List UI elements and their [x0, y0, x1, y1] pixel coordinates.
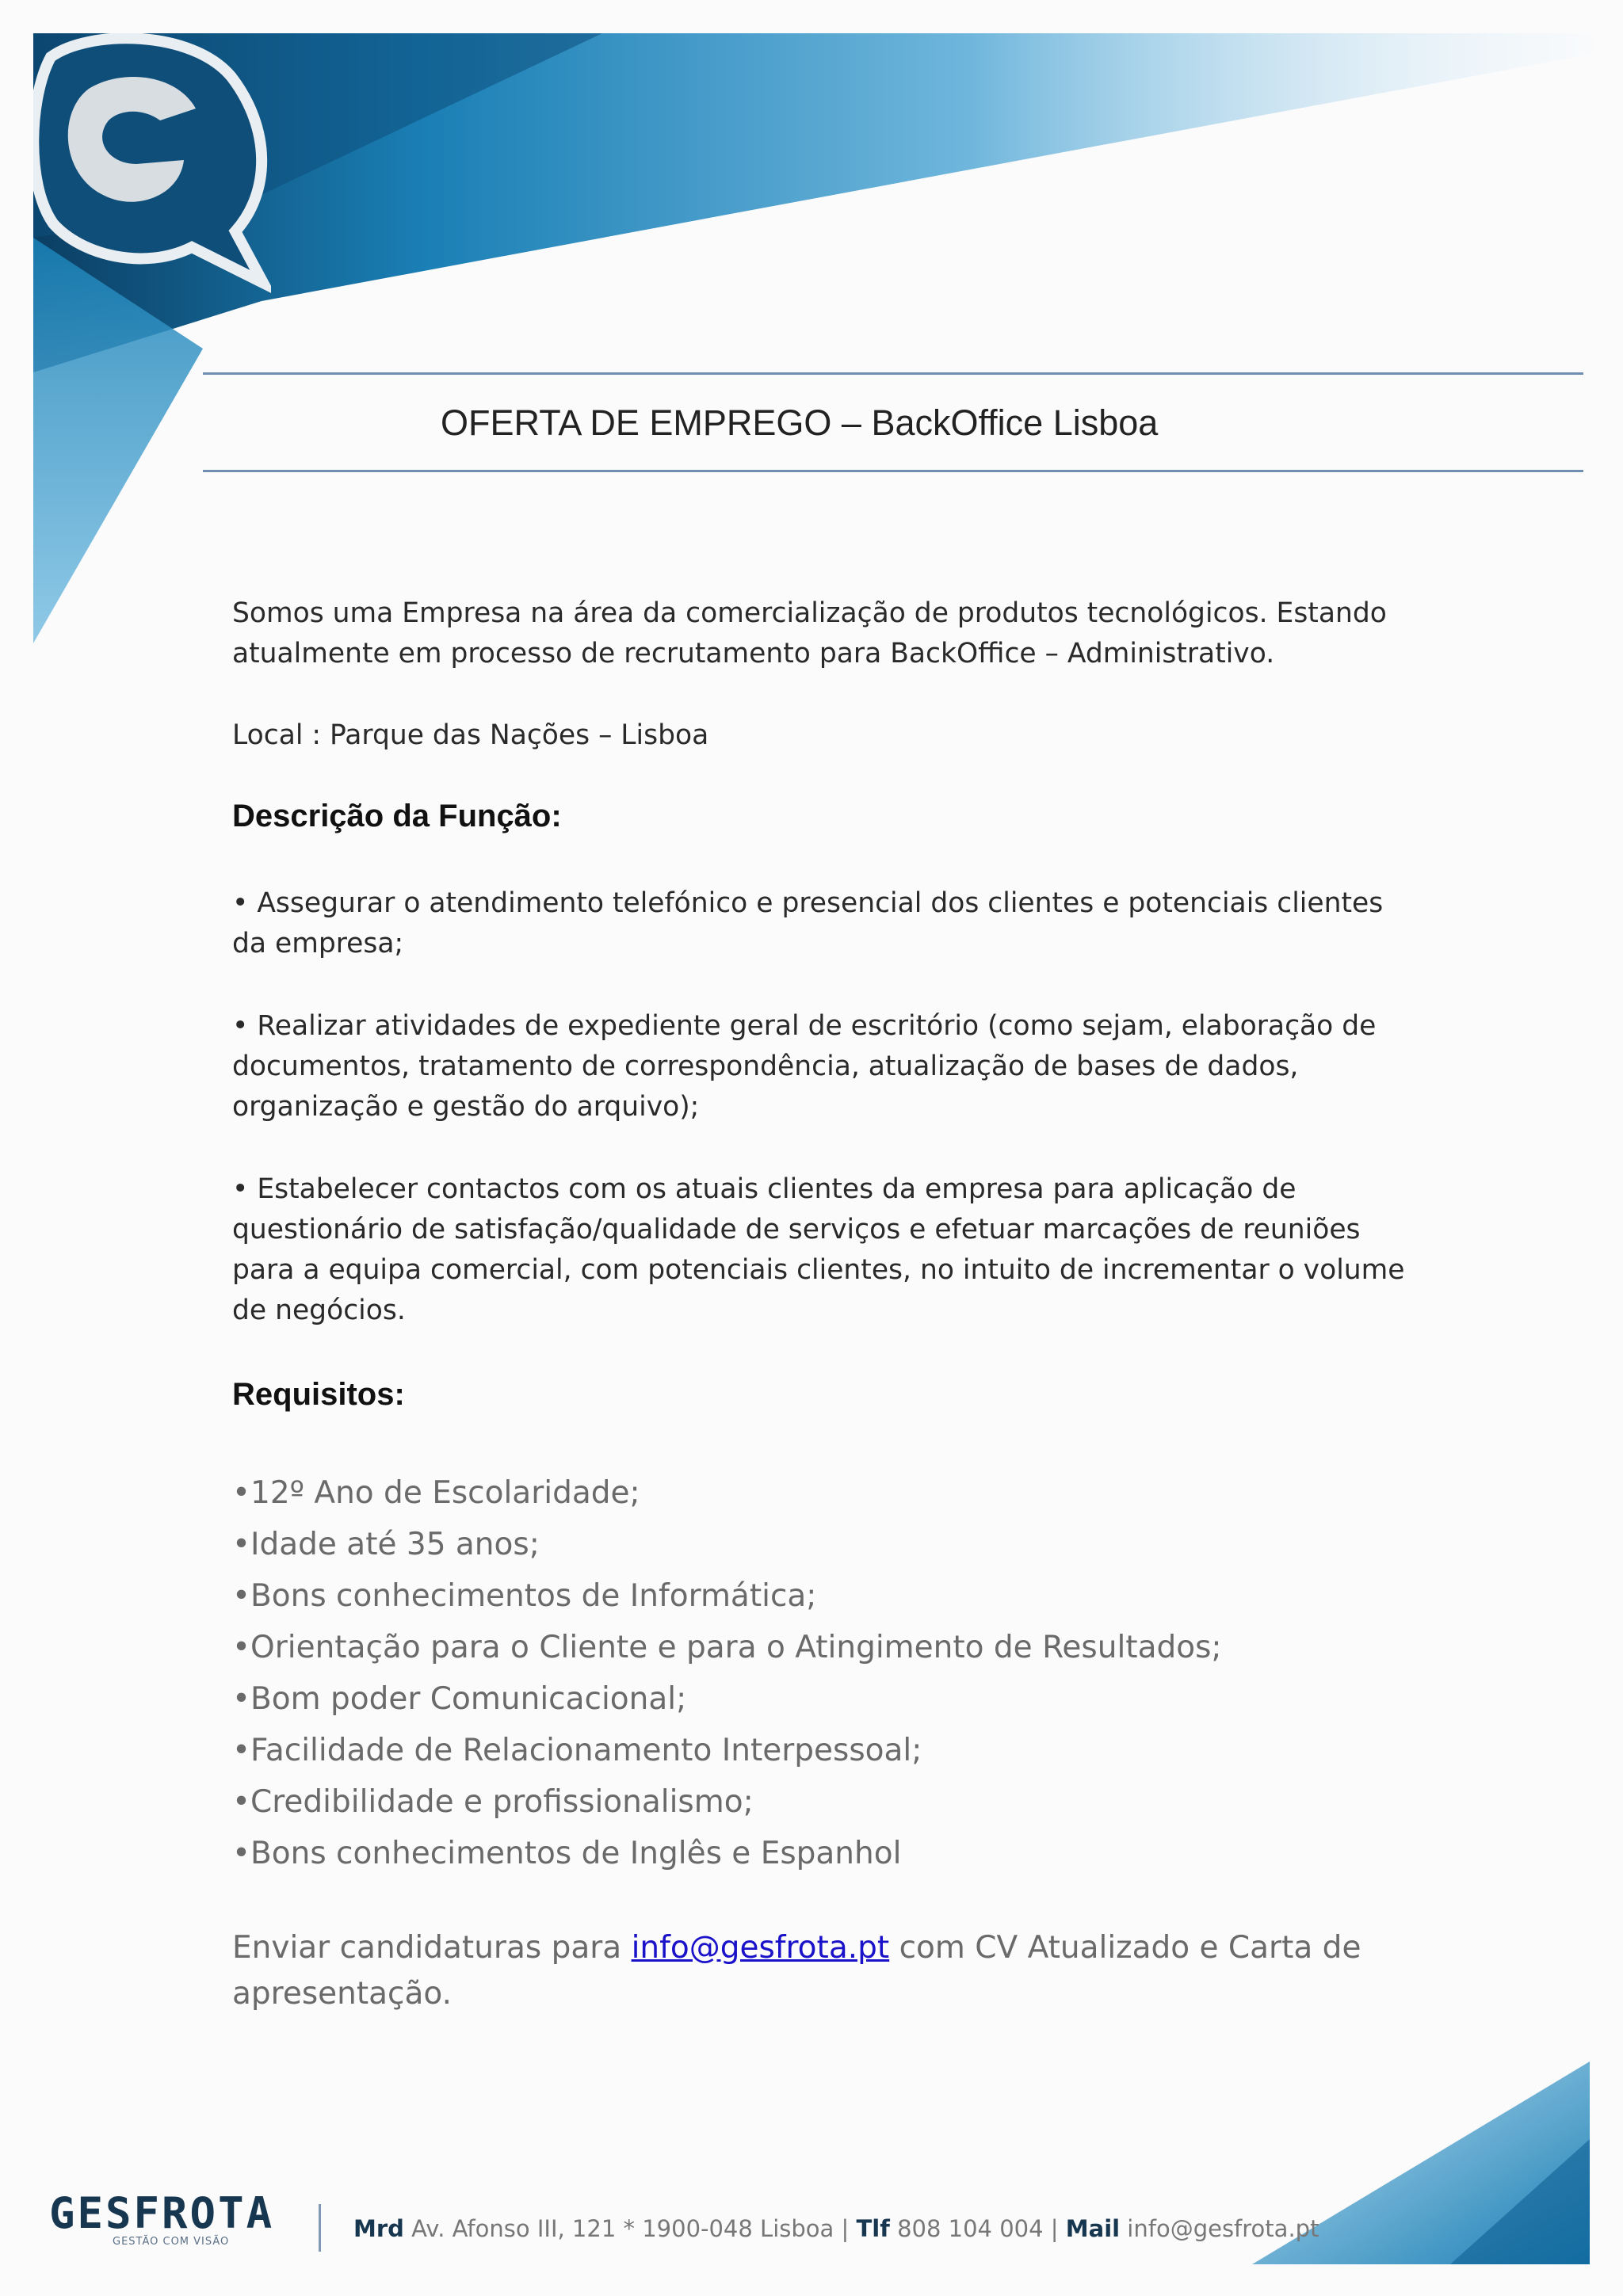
address-label: Mrd	[353, 2215, 404, 2242]
address-text: Av. Afonso III, 121 * 1900-048 Lisboa |	[403, 2215, 857, 2242]
title-rule-bottom	[203, 470, 1583, 472]
company-logo-icon	[33, 33, 271, 295]
intro-line-1: Somos uma Empresa na área da comercialização de produtos tecnológicos. Estando	[232, 597, 1387, 629]
footer-contact	[353, 2215, 1319, 2242]
requirement-item: •Idade até 35 anos;	[232, 1527, 540, 1562]
footer-logo-name: GESFROTA	[49, 2188, 275, 2238]
page-title: OFERTA DE EMPREGO – BackOffice Lisboa	[441, 402, 1159, 443]
requirement-item: •Bons conhecimentos de Informática;	[232, 1578, 817, 1614]
requirement-item: •Orientação para o Cliente e para o Atingimento de Resultados;	[232, 1630, 1222, 1665]
requirement-item: •Bom poder Comunicacional;	[232, 1681, 687, 1717]
job-location: Local : Parque das Nações – Lisboa	[232, 719, 709, 751]
title-rule-top	[203, 372, 1583, 375]
function-heading: Descrição da Função:	[232, 799, 562, 833]
requirements-heading: Requisitos:	[232, 1377, 405, 1412]
application-instructions	[232, 1925, 1421, 2017]
mail-label: Mail	[1065, 2215, 1121, 2242]
duty-item: • Estabelecer contactos com os atuais clientes da empresa para aplicação de questionário de satisfação/qualidade de serviços e efetuar marcações de reuniões para a equipa comercial, com potenciais clientes, no intuito de incrementar o volume de negócios.	[232, 1173, 1405, 1326]
requirement-item: •12º Ano de Escolaridade;	[232, 1475, 640, 1511]
requirement-item: •Facilidade de Relacionamento Interpessoal;	[232, 1733, 922, 1768]
mail-text: info@gesfrota.pt	[1120, 2215, 1319, 2242]
requirements-list	[232, 1467, 1222, 1879]
intro-line-2: atualmente em processo de recrutamento para BackOffice – Administrativo.	[232, 638, 1275, 669]
footer-divider	[319, 2204, 321, 2252]
apply-suffix: com CV Atualizado e Carta de apresentação.	[232, 1930, 1361, 2012]
requirement-item: •Bons conhecimentos de Inglês e Espanhol	[232, 1836, 902, 1871]
footer-logo	[49, 2188, 275, 2248]
apply-email-link[interactable]: info@gesfrota.pt	[631, 1930, 890, 1966]
duty-item: • Realizar atividades de expediente geral de escritório (como sejam, elaboração de documentos, tratamento de correspondência, atualização de bases de dados, organização e gestão do arquivo);	[232, 1010, 1377, 1123]
requirement-item: •Credibilidade e profissionalismo;	[232, 1784, 754, 1820]
apply-prefix: Enviar candidaturas para	[232, 1930, 632, 1966]
intro-paragraph	[232, 593, 1413, 674]
footer-logo-tagline: GESTÃO COM VISÃO	[113, 2236, 230, 2248]
duty-item: • Assegurar o atendimento telefónico e presencial dos clientes e potenciais clientes da empresa;	[232, 887, 1384, 959]
phone-label: Tlf	[856, 2215, 890, 2242]
phone-text: 808 104 004 |	[889, 2215, 1066, 2242]
